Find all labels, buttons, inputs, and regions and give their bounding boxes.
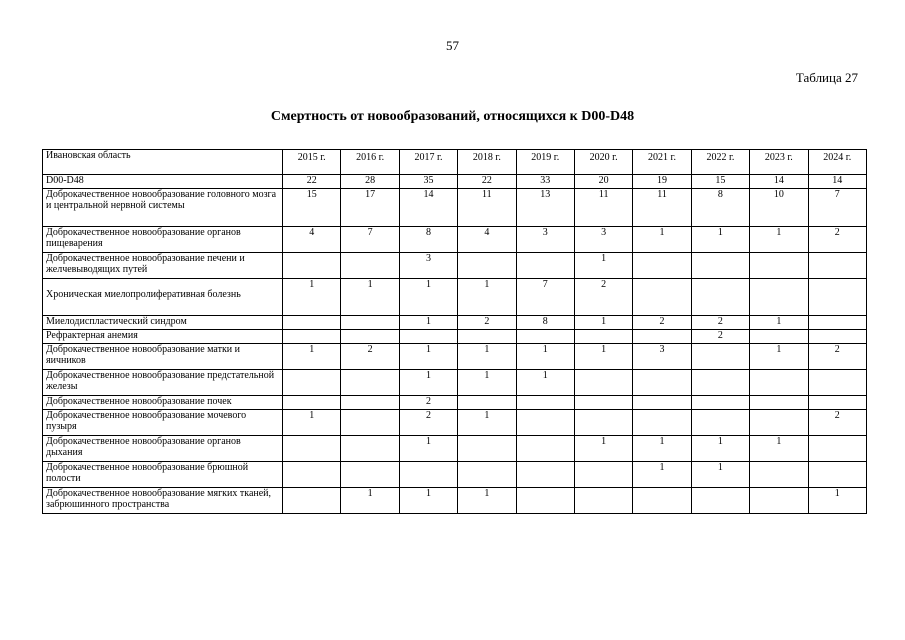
value-cell: 13 xyxy=(516,189,574,227)
row-label: Доброкачественное новообразование предстательной железы xyxy=(43,370,283,396)
value-cell: 1 xyxy=(808,488,866,514)
value-cell xyxy=(750,396,808,410)
value-cell xyxy=(458,253,516,279)
value-cell: 2 xyxy=(808,227,866,253)
value-cell: 1 xyxy=(341,279,399,316)
row-label: Доброкачественное новообразование печени и желчевыводящих путей xyxy=(43,253,283,279)
value-cell: 22 xyxy=(458,175,516,189)
value-cell xyxy=(750,253,808,279)
value-cell: 2 xyxy=(574,279,632,316)
value-cell: 2 xyxy=(399,396,457,410)
value-cell: 8 xyxy=(399,227,457,253)
value-cell xyxy=(283,462,341,488)
table-row xyxy=(43,410,867,436)
value-cell xyxy=(574,330,632,344)
value-cell: 1 xyxy=(458,370,516,396)
value-cell: 15 xyxy=(691,175,749,189)
value-cell xyxy=(341,253,399,279)
value-cell xyxy=(691,488,749,514)
row-label: Доброкачественное новообразование головного мозга и центральной нервной системы xyxy=(43,189,283,227)
value-cell xyxy=(341,316,399,330)
table-row xyxy=(43,189,867,227)
value-cell xyxy=(808,436,866,462)
table-row xyxy=(43,370,867,396)
value-cell xyxy=(750,370,808,396)
value-cell: 2 xyxy=(633,316,691,330)
value-cell xyxy=(750,279,808,316)
header-year: 2016 г. xyxy=(341,150,399,175)
value-cell xyxy=(750,330,808,344)
value-cell: 2 xyxy=(458,316,516,330)
value-cell: 1 xyxy=(283,279,341,316)
value-cell: 14 xyxy=(750,175,808,189)
table-row xyxy=(43,279,867,316)
value-cell xyxy=(691,344,749,370)
value-cell: 1 xyxy=(399,370,457,396)
value-cell: 7 xyxy=(808,189,866,227)
value-cell xyxy=(399,330,457,344)
value-cell: 1 xyxy=(633,436,691,462)
value-cell xyxy=(808,370,866,396)
value-cell: 1 xyxy=(516,344,574,370)
row-label: Рефрактерная анемия xyxy=(43,330,283,344)
value-cell: 1 xyxy=(283,344,341,370)
value-cell: 1 xyxy=(399,436,457,462)
value-cell xyxy=(808,316,866,330)
value-cell xyxy=(691,279,749,316)
table-row xyxy=(43,436,867,462)
table-header-row xyxy=(43,150,867,175)
header-year: 2023 г. xyxy=(750,150,808,175)
value-cell: 8 xyxy=(691,189,749,227)
value-cell xyxy=(633,279,691,316)
page-number: 57 xyxy=(446,38,459,53)
value-cell xyxy=(633,396,691,410)
value-cell: 28 xyxy=(341,175,399,189)
value-cell xyxy=(750,462,808,488)
value-cell xyxy=(341,410,399,436)
header-year: 2019 г. xyxy=(516,150,574,175)
value-cell xyxy=(283,330,341,344)
table-body xyxy=(43,150,867,514)
value-cell xyxy=(574,370,632,396)
value-cell xyxy=(516,488,574,514)
value-cell: 1 xyxy=(750,436,808,462)
value-cell: 17 xyxy=(341,189,399,227)
value-cell: 1 xyxy=(399,344,457,370)
value-cell xyxy=(691,253,749,279)
value-cell: 2 xyxy=(691,330,749,344)
value-cell: 1 xyxy=(691,227,749,253)
table-row xyxy=(43,175,867,189)
value-cell xyxy=(516,410,574,436)
value-cell: 8 xyxy=(516,316,574,330)
table-row xyxy=(43,227,867,253)
value-cell xyxy=(516,330,574,344)
value-cell: 10 xyxy=(750,189,808,227)
value-cell xyxy=(808,253,866,279)
table-row xyxy=(43,330,867,344)
row-label: Доброкачественное новообразование мягких тканей, забрюшинного пространства xyxy=(43,488,283,514)
value-cell xyxy=(750,410,808,436)
header-year: 2017 г. xyxy=(399,150,457,175)
value-cell xyxy=(633,370,691,396)
value-cell: 1 xyxy=(633,227,691,253)
value-cell xyxy=(341,462,399,488)
value-cell xyxy=(283,488,341,514)
row-label: Доброкачественное новообразование органов дыхания xyxy=(43,436,283,462)
value-cell xyxy=(808,396,866,410)
value-cell xyxy=(633,253,691,279)
row-label: Доброкачественное новообразование брюшной полости xyxy=(43,462,283,488)
value-cell xyxy=(283,436,341,462)
value-cell: 1 xyxy=(750,344,808,370)
value-cell: 1 xyxy=(574,344,632,370)
value-cell xyxy=(691,410,749,436)
value-cell: 1 xyxy=(399,316,457,330)
mortality-table xyxy=(42,149,867,514)
header-region-cell: Ивановская область xyxy=(43,150,283,175)
value-cell xyxy=(808,462,866,488)
value-cell: 1 xyxy=(516,370,574,396)
value-cell xyxy=(808,330,866,344)
value-cell: 7 xyxy=(516,279,574,316)
value-cell: 33 xyxy=(516,175,574,189)
value-cell xyxy=(808,279,866,316)
value-cell: 4 xyxy=(283,227,341,253)
value-cell xyxy=(283,370,341,396)
value-cell xyxy=(341,370,399,396)
value-cell xyxy=(458,396,516,410)
header-year: 2015 г. xyxy=(283,150,341,175)
value-cell: 11 xyxy=(633,189,691,227)
value-cell: 2 xyxy=(808,344,866,370)
value-cell: 22 xyxy=(283,175,341,189)
row-label: Доброкачественное новообразование почек xyxy=(43,396,283,410)
value-cell: 1 xyxy=(633,462,691,488)
header-year: 2024 г. xyxy=(808,150,866,175)
value-cell: 3 xyxy=(399,253,457,279)
value-cell: 1 xyxy=(341,488,399,514)
value-cell xyxy=(633,330,691,344)
value-cell: 1 xyxy=(691,462,749,488)
value-cell xyxy=(341,436,399,462)
value-cell: 35 xyxy=(399,175,457,189)
value-cell xyxy=(633,488,691,514)
value-cell xyxy=(574,396,632,410)
value-cell xyxy=(516,253,574,279)
value-cell: 11 xyxy=(574,189,632,227)
header-year: 2018 г. xyxy=(458,150,516,175)
table-row xyxy=(43,462,867,488)
value-cell xyxy=(458,436,516,462)
value-cell: 2 xyxy=(399,410,457,436)
value-cell xyxy=(574,488,632,514)
header-year: 2022 г. xyxy=(691,150,749,175)
value-cell: 2 xyxy=(691,316,749,330)
value-cell: 3 xyxy=(516,227,574,253)
value-cell xyxy=(341,396,399,410)
value-cell xyxy=(516,396,574,410)
value-cell: 20 xyxy=(574,175,632,189)
value-cell xyxy=(341,330,399,344)
value-cell xyxy=(283,316,341,330)
value-cell: 1 xyxy=(399,488,457,514)
value-cell: 15 xyxy=(283,189,341,227)
table-label: Таблица 27 xyxy=(795,70,858,85)
value-cell: 1 xyxy=(750,316,808,330)
value-cell: 1 xyxy=(574,253,632,279)
header-year: 2020 г. xyxy=(574,150,632,175)
value-cell xyxy=(283,396,341,410)
table-row xyxy=(43,396,867,410)
row-label: Миелодиспластический синдром xyxy=(43,316,283,330)
table-row xyxy=(43,344,867,370)
header-year: 2021 г. xyxy=(633,150,691,175)
value-cell: 1 xyxy=(399,279,457,316)
value-cell: 1 xyxy=(283,410,341,436)
row-label: Хроническая миелопролиферативная болезнь xyxy=(43,279,283,316)
value-cell: 1 xyxy=(574,436,632,462)
value-cell: 19 xyxy=(633,175,691,189)
value-cell xyxy=(516,436,574,462)
value-cell: 7 xyxy=(341,227,399,253)
value-cell xyxy=(691,396,749,410)
value-cell: 3 xyxy=(633,344,691,370)
value-cell: 1 xyxy=(750,227,808,253)
value-cell: 1 xyxy=(691,436,749,462)
row-label: Доброкачественное новообразование мочевого пузыря xyxy=(43,410,283,436)
value-cell xyxy=(399,462,457,488)
value-cell xyxy=(750,488,808,514)
value-cell: 1 xyxy=(458,279,516,316)
value-cell: 1 xyxy=(574,316,632,330)
table-row xyxy=(43,488,867,514)
value-cell xyxy=(574,410,632,436)
row-label: Доброкачественное новообразование матки и яичников xyxy=(43,344,283,370)
value-cell: 2 xyxy=(808,410,866,436)
value-cell: 11 xyxy=(458,189,516,227)
value-cell xyxy=(574,462,632,488)
value-cell xyxy=(283,253,341,279)
value-cell: 2 xyxy=(341,344,399,370)
value-cell xyxy=(516,462,574,488)
document-title: Смертность от новообразований, относящихся к D00-D48 xyxy=(270,109,635,124)
value-cell: 3 xyxy=(574,227,632,253)
value-cell: 1 xyxy=(458,344,516,370)
row-label: Доброкачественное новообразование органов пищеварения xyxy=(43,227,283,253)
value-cell xyxy=(458,462,516,488)
row-label: D00-D48 xyxy=(43,175,283,189)
value-cell xyxy=(691,370,749,396)
value-cell: 1 xyxy=(458,410,516,436)
value-cell: 4 xyxy=(458,227,516,253)
value-cell: 14 xyxy=(399,189,457,227)
table-row xyxy=(43,253,867,279)
value-cell xyxy=(633,410,691,436)
value-cell xyxy=(458,330,516,344)
table-row xyxy=(43,316,867,330)
value-cell: 1 xyxy=(458,488,516,514)
value-cell: 14 xyxy=(808,175,866,189)
